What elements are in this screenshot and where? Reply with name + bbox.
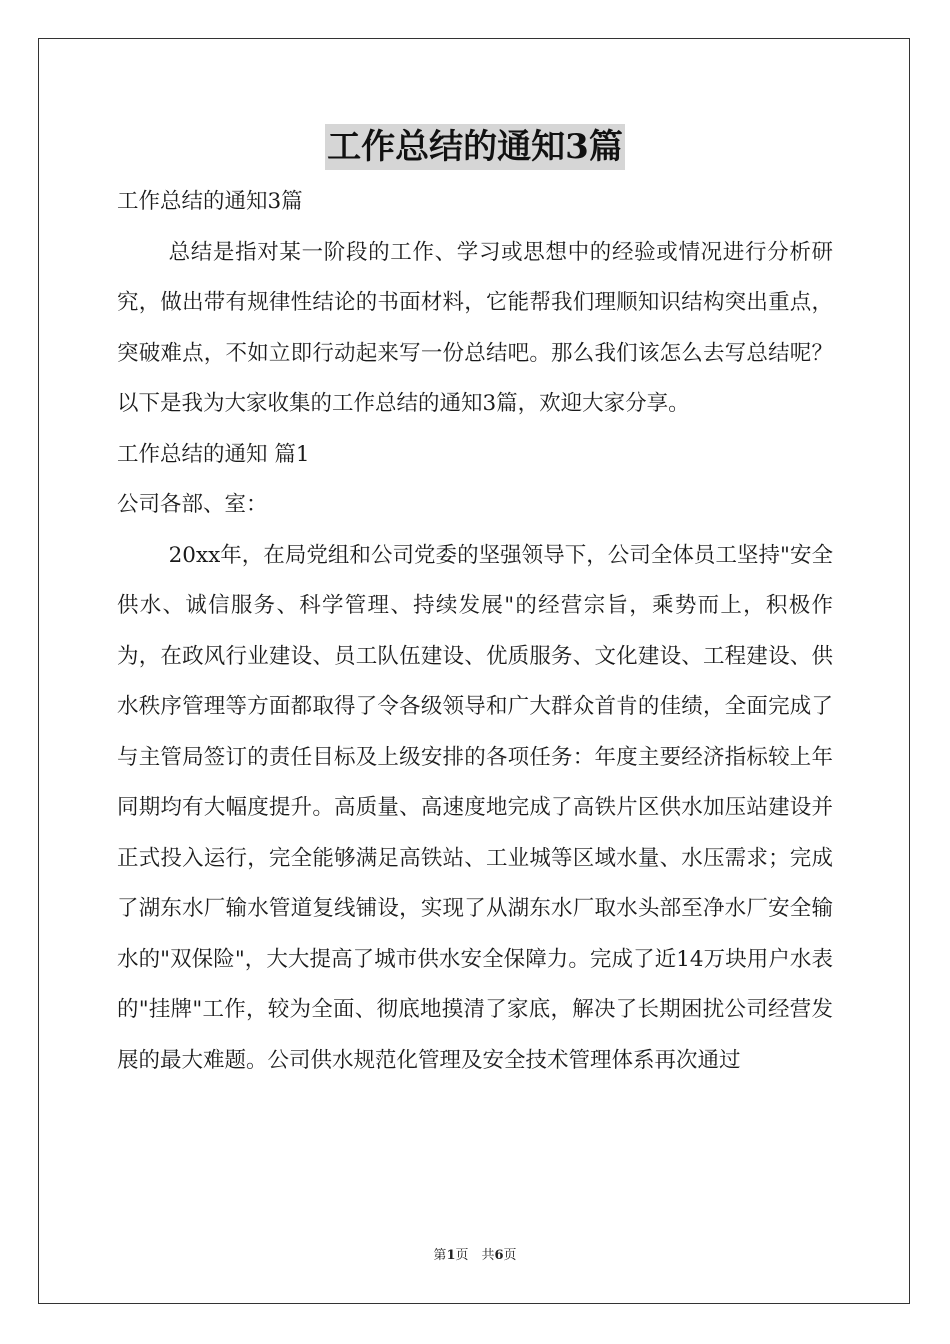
footer-page-suffix: 页 (503, 1248, 517, 1263)
document-body (117, 177, 833, 1086)
body-paragraph: 20xx年，在局党组和公司党委的坚强领导下，公司全体员工坚持"安全供水、诚信服务、科学管理、持续发展"的经营宗旨，乘势而上，积极作为，在政风行业建设、员工队伍建设、优质服务、文化建设、工程建设、供水秩序管理等方面都取得了令各级领导和广大群众首肯的佳绩，全面完成了与主管局签订的责任目标及上级安排的各项任务：年度主要经济指标较上年同期均有大幅度提升。高质量、高速度地完成了高铁片区供水加压站建设并正式投入运行，完全能够满足高铁站、工业城等区域水量、水压需求；完成了湖东水厂输水管道复线铺设，实现了从湖东水厂取水头部至净水厂安全输水的"双保险"，大大提高了城市供水安全保障力。完成了近14万块用户水表的"挂牌"工作，较为全面、彻底地摸清了家底，解决了长期困扰公司经营发展的最大难题。公司供水规范化管理及安全技术管理体系再次通过 (117, 542, 833, 1073)
page-footer (0, 1244, 950, 1263)
intro-paragraph: 总结是指对某一阶段的工作、学习或思想中的经验或情况进行分析研究，做出带有规律性结论的书面材料，它能帮我们理顺知识结构突出重点，突破难点，不如立即行动起来写一份总结吧。那么我们该怎么去写总结呢？以下是我为大家收集的工作总结的通知3篇，欢迎大家分享。 (117, 239, 833, 416)
document-subtitle: 工作总结的通知3篇 (117, 189, 303, 214)
footer-page-prefix: 第 (433, 1248, 447, 1263)
section-heading: 工作总结的通知 篇1 (117, 441, 310, 467)
salutation: 公司各部、室： (117, 492, 268, 517)
footer-page-total: 6 (494, 1248, 504, 1263)
footer-page-mid: 页 共 (455, 1248, 495, 1263)
footer-page-current: 1 (446, 1248, 456, 1263)
title-container (0, 124, 950, 170)
document-title: 工作总结的通知3篇 (325, 124, 625, 170)
